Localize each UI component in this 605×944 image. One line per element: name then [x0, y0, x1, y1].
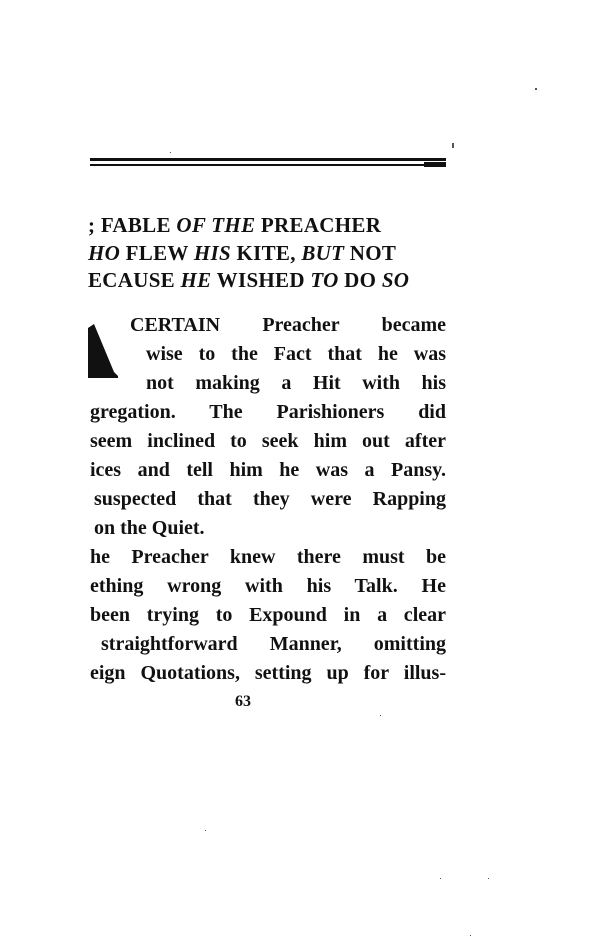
scan-speck — [205, 830, 206, 831]
body-line-2: wise to the Fact that he was — [146, 343, 446, 365]
title-text-italic: BUT — [301, 240, 345, 265]
title-text-italic: TO — [310, 268, 339, 292]
title-text-italic: HIS — [193, 240, 231, 265]
scan-speck — [488, 878, 489, 879]
body-line-13: eign Quotations, setting up for illus- — [90, 662, 446, 684]
title-text: ECAUSE — [88, 268, 181, 292]
title-text: ; FABLE — [88, 213, 177, 237]
body-line-12: straightforward Manner, omitting — [101, 633, 446, 655]
scan-speck — [440, 878, 441, 879]
title-text: FLEW — [120, 240, 194, 265]
title-text: NOT — [344, 240, 397, 265]
scan-speck — [535, 88, 537, 90]
title-text-italic: HO — [88, 240, 121, 265]
body-line-8: on the Quiet. — [94, 517, 205, 539]
body-line-4: gregation. The Parishioners did — [90, 401, 446, 423]
scan-speck — [380, 715, 381, 716]
body-line-9: he Preacher knew there must be — [90, 546, 446, 568]
body-line-7: suspected that they were Rapping — [94, 488, 446, 510]
title-text: DO — [338, 268, 382, 292]
scan-speck — [452, 143, 454, 148]
scan-speck — [470, 935, 471, 936]
body-line-3: not making a Hit with his — [146, 372, 446, 394]
body-line-5: seem inclined to seek him out after — [90, 430, 446, 452]
title-text-italic: OF THE — [176, 213, 256, 237]
title-text: WISHED — [211, 268, 311, 292]
body-line-11: been trying to Expound in a clear — [90, 604, 446, 626]
title-text-italic: SO — [381, 268, 410, 292]
page-number: 63 — [235, 693, 251, 710]
body-line-1: CERTAIN Preacher became — [130, 314, 446, 336]
scan-speck — [170, 152, 171, 153]
body-line-10: ething wrong with his Talk. He — [90, 575, 446, 597]
title-text: KITE, — [230, 240, 302, 265]
title-text: PREACHER — [255, 213, 382, 237]
body-line-6: ices and tell him he was a Pansy. — [90, 459, 446, 481]
title-text-italic: HE — [180, 268, 212, 292]
